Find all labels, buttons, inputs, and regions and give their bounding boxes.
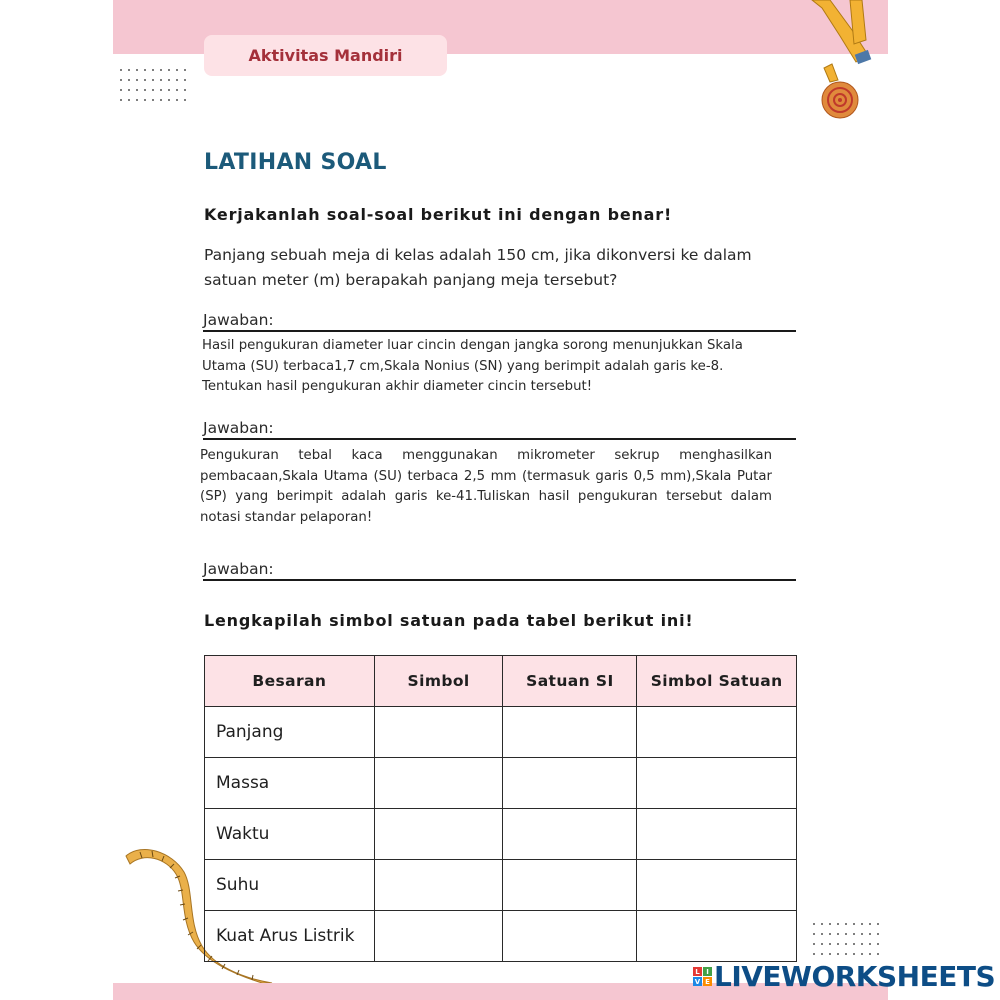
table-row bbox=[205, 911, 797, 962]
row-label: Suhu bbox=[205, 860, 375, 911]
header-besaran: Besaran bbox=[205, 656, 375, 707]
dot-pattern-bottom-right bbox=[812, 922, 882, 964]
answer-label-2: Jawaban: bbox=[203, 419, 274, 437]
table-row bbox=[205, 809, 797, 860]
instruction-2: Lengkapilah simbol satuan pada tabel berikut ini! bbox=[204, 611, 694, 630]
answer-cell[interactable] bbox=[503, 911, 637, 962]
header-simbol-satuan: Simbol Satuan bbox=[637, 656, 797, 707]
dot-pattern-top-left bbox=[119, 68, 189, 110]
row-label: Waktu bbox=[205, 809, 375, 860]
answer-cell[interactable] bbox=[503, 860, 637, 911]
question-3: Pengukuran tebal kaca menggunakan mikrometer sekrup menghasilkan pembacaan,Skala Utama (SU) terbaca 2,5 mm (termasuk garis 0,5 mm),Skala Putar (SP) yang berimpit adalah garis ke-41.Tuliskan hasil pengukuran tersebut dalam notasi standar pelaporan! bbox=[200, 448, 772, 525]
answer-cell[interactable] bbox=[374, 707, 503, 758]
liveworksheets-watermark bbox=[693, 960, 995, 993]
answer-cell[interactable] bbox=[503, 707, 637, 758]
answer-line-2[interactable] bbox=[203, 419, 796, 440]
instruction-1: Kerjakanlah soal-soal berikut ini dengan benar! bbox=[204, 205, 673, 224]
answer-label-1: Jawaban: bbox=[203, 311, 274, 329]
table-header-row bbox=[205, 656, 797, 707]
answer-cell[interactable] bbox=[637, 707, 797, 758]
activity-badge-label: Aktivitas Mandiri bbox=[248, 46, 403, 65]
answer-cell[interactable] bbox=[503, 809, 637, 860]
answer-cell[interactable] bbox=[374, 911, 503, 962]
table-row bbox=[205, 758, 797, 809]
activity-badge bbox=[204, 35, 447, 76]
watermark-text: LIVEWORKSHEETS bbox=[714, 960, 996, 993]
answer-cell[interactable] bbox=[637, 758, 797, 809]
row-label: Kuat Arus Listrik bbox=[205, 911, 375, 962]
table-row bbox=[205, 860, 797, 911]
row-label: Panjang bbox=[205, 707, 375, 758]
header-satuan-si: Satuan SI bbox=[503, 656, 637, 707]
answer-cell[interactable] bbox=[374, 860, 503, 911]
section-title: LATIHAN SOAL bbox=[204, 150, 387, 175]
answer-cell[interactable] bbox=[503, 758, 637, 809]
units-table bbox=[204, 655, 797, 962]
table-row bbox=[205, 707, 797, 758]
answer-line-3[interactable] bbox=[203, 560, 796, 581]
measuring-tape-top-icon bbox=[800, 0, 880, 129]
answer-cell[interactable] bbox=[637, 860, 797, 911]
answer-label-3: Jawaban: bbox=[203, 560, 274, 578]
answer-cell[interactable] bbox=[374, 758, 503, 809]
header-simbol: Simbol bbox=[374, 656, 503, 707]
answer-cell[interactable] bbox=[637, 809, 797, 860]
row-label: Massa bbox=[205, 758, 375, 809]
answer-line-1[interactable] bbox=[203, 311, 796, 332]
answer-cell[interactable] bbox=[374, 809, 503, 860]
question-1: Panjang sebuah meja di kelas adalah 150 cm, jika dikonversi ke dalam satuan meter (m) berapakah panjang meja tersebut? bbox=[204, 246, 752, 289]
answer-cell[interactable] bbox=[637, 911, 797, 962]
question-2: Hasil pengukuran diameter luar cincin dengan jangka sorong menunjukkan Skala Utama (SU) terbaca1,7 cm,Skala Nonius (SN) yang berimpit adalah garis ke-8. Tentukan hasil pengukuran akhir diameter cincin tersebut! bbox=[202, 338, 743, 394]
liveworksheets-logo-icon: L I V E bbox=[693, 967, 712, 986]
